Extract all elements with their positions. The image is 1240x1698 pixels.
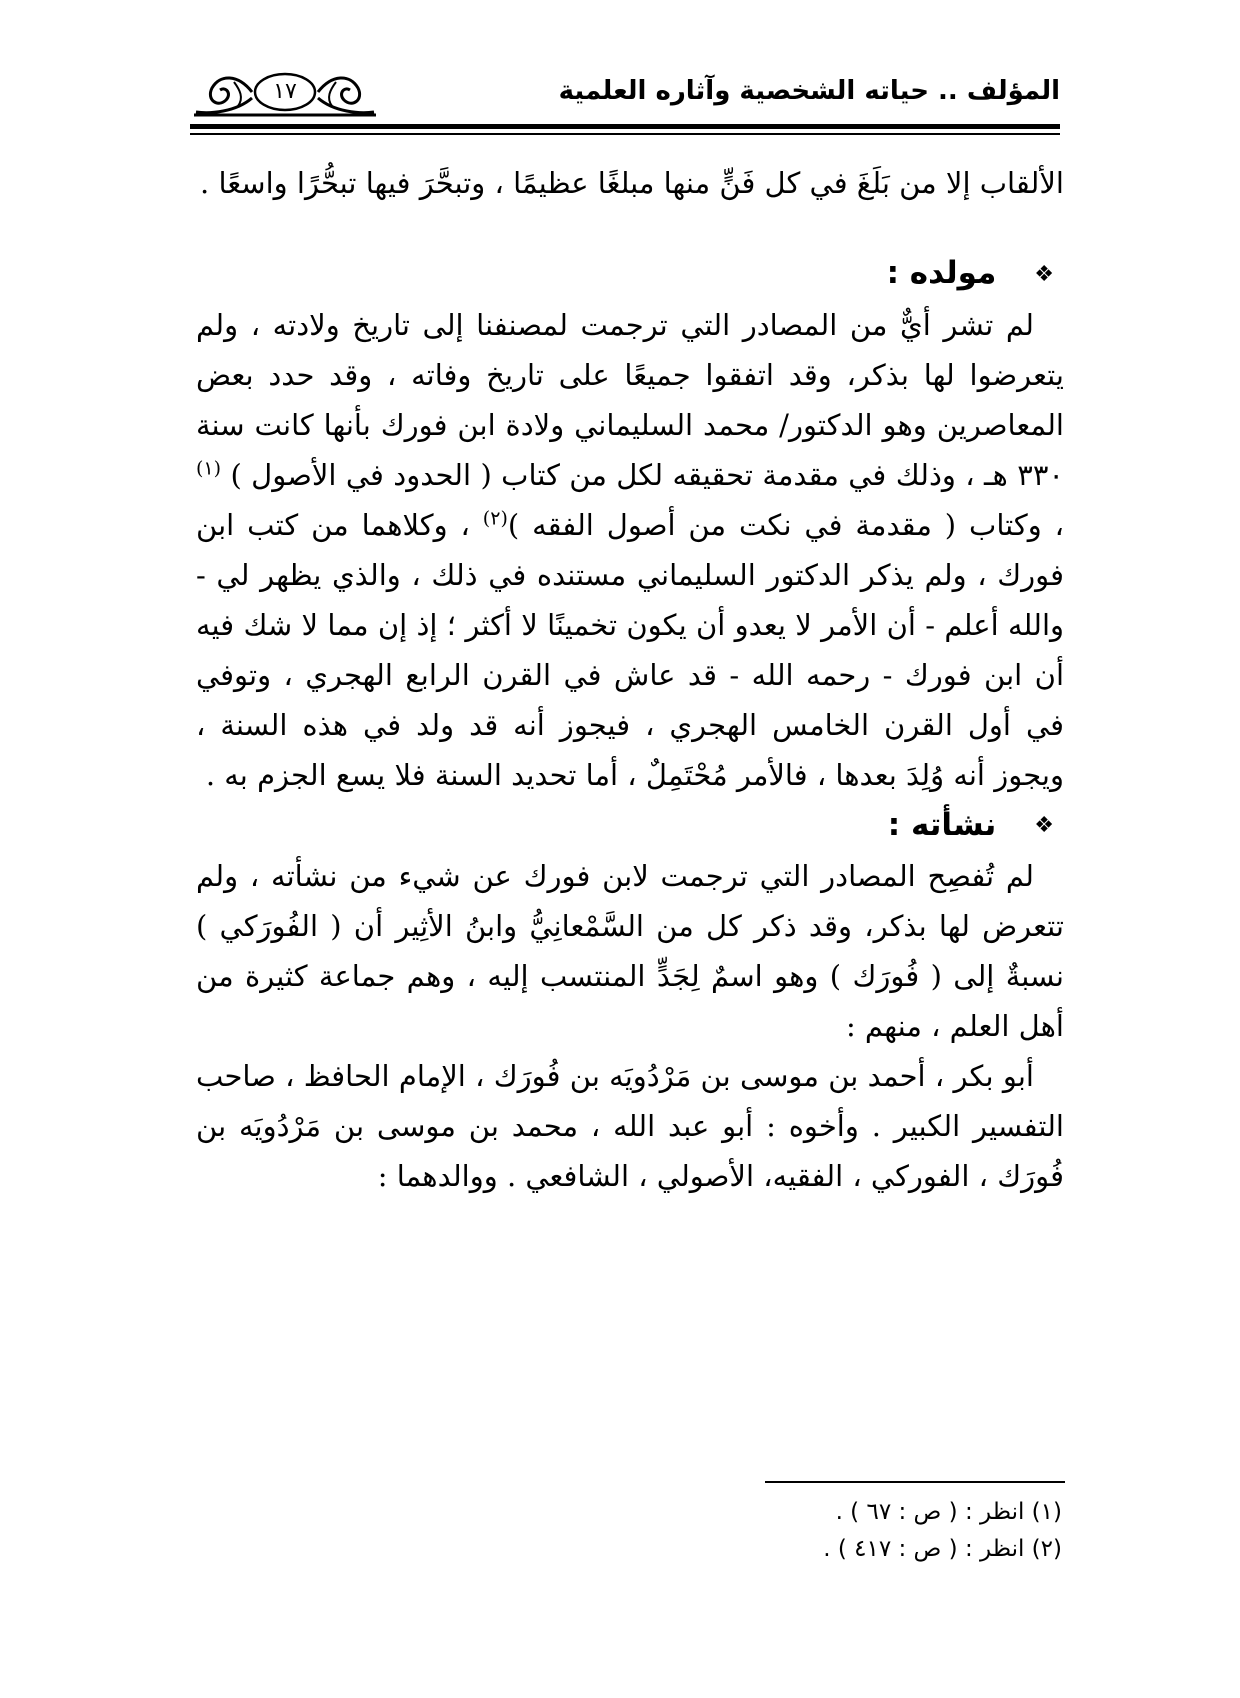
paragraph-text: ، وكتاب ( مقدمة في نكت من أصول الفقه ) [507,507,1064,542]
page-header [190,68,1060,130]
section-heading-upbringing [196,800,1064,852]
paragraph-text: لم تشر أيٌّ من المصادر التي ترجمت لمصنفنا إلى تاريخ ولادته ، ولم يتعرضوا لها بذكر، وقد اتفقوا جميعًا على تاريخ وفاته ، وقد حدد بعض المعاصرين وهو الدكتور/ محمد السليماني ولادة ابن فورك بأنها كانت سنة ٣٣٠ هـ ، وذلك في مقدمة تحقيقه لكل من كتاب ( الحدود في الأصول ) [196,307,1064,492]
footnote-ref-2: (٢) [482,506,508,529]
intro-paragraph: الألقاب إلا من بَلَغَ في كل فَنٍّ منها مبلغًا عظيمًا ، وتبحَّرَ فيها تبحُّرًا واسعًا . [200,166,1064,200]
heading-text: نشأته : [887,806,997,843]
upbringing-paragraph-2: أبو بكر ، أحمد بن موسى بن مَرْدُويَه بن فُورَك ، الإمام الحافظ ، صاحب التفسير الكبير . وأخوه : أبو عبد الله ، محمد بن موسى بن مَرْدُويَه بن فُورَك ، الفوركي ، الفقيه، الأصولي ، الشافعي . ووالدهما : [196,1059,1064,1193]
diamond-bullet-icon: ❖ [1034,813,1054,838]
upbringing-paragraph-1: لم تُفصِح المصادر التي ترجمت لابن فورك عن شيء من نشأته ، ولم تتعرض لها بذكر، وقد ذكر كل من السَّمْعانِيُّ وابنُ الأثِير أن ( الفُورَكي ) نسبةٌ إلى ( فُورَك ) وهو اسمٌ لِجَدٍّ المنتسب إليه ، وهم جماعة كثيرة من أهل العلم ، منهم : [196,859,1064,1043]
footnote-2: (٢) انظر : ( ص : ٤١٧ ) . [823,1536,1062,1562]
page-number: ١٧ [273,79,297,104]
paragraph-text: ، وكلاهما من كتب ابن فورك ، ولم يذكر الدكتور السليماني مستنده في ذلك ، والذي يظهر لي - والله أعلم - أن الأمر لا يعدو أن يكون تخمينًا لا أكثر ؛ إذ إن مما لا شك فيه أن ابن فورك - رحمه الله - قد عاش في القرن الرابع الهجري ، وتوفي في أول القرن الخامس الهجري ، فيجوز أنه قد ولد في هذه السنة ، ويجوز أنه وُلِدَ بعدها ، فالأمر مُحْتَمِلٌ ، أما تحديد السنة فلا يسع الجزم به . [196,507,1064,792]
birth-paragraph [196,300,1064,800]
footnotes [662,1494,1062,1568]
diamond-bullet-icon: ❖ [1034,261,1054,287]
body-text [196,158,1064,1201]
running-title: المؤلف .. حياته الشخصية وآثاره العلمية [558,76,1060,106]
section-heading-birth [196,248,1064,300]
footnote-1: (١) انظر : ( ص : ٦٧ ) . [835,1499,1062,1525]
footnote-ref-1: (١) [196,456,222,479]
header-rule-thin [190,133,1060,135]
header-rule-thick [190,124,1060,129]
spacer [196,208,1064,248]
heading-text: مولده : [886,255,997,291]
footnote-separator [765,1481,1065,1483]
